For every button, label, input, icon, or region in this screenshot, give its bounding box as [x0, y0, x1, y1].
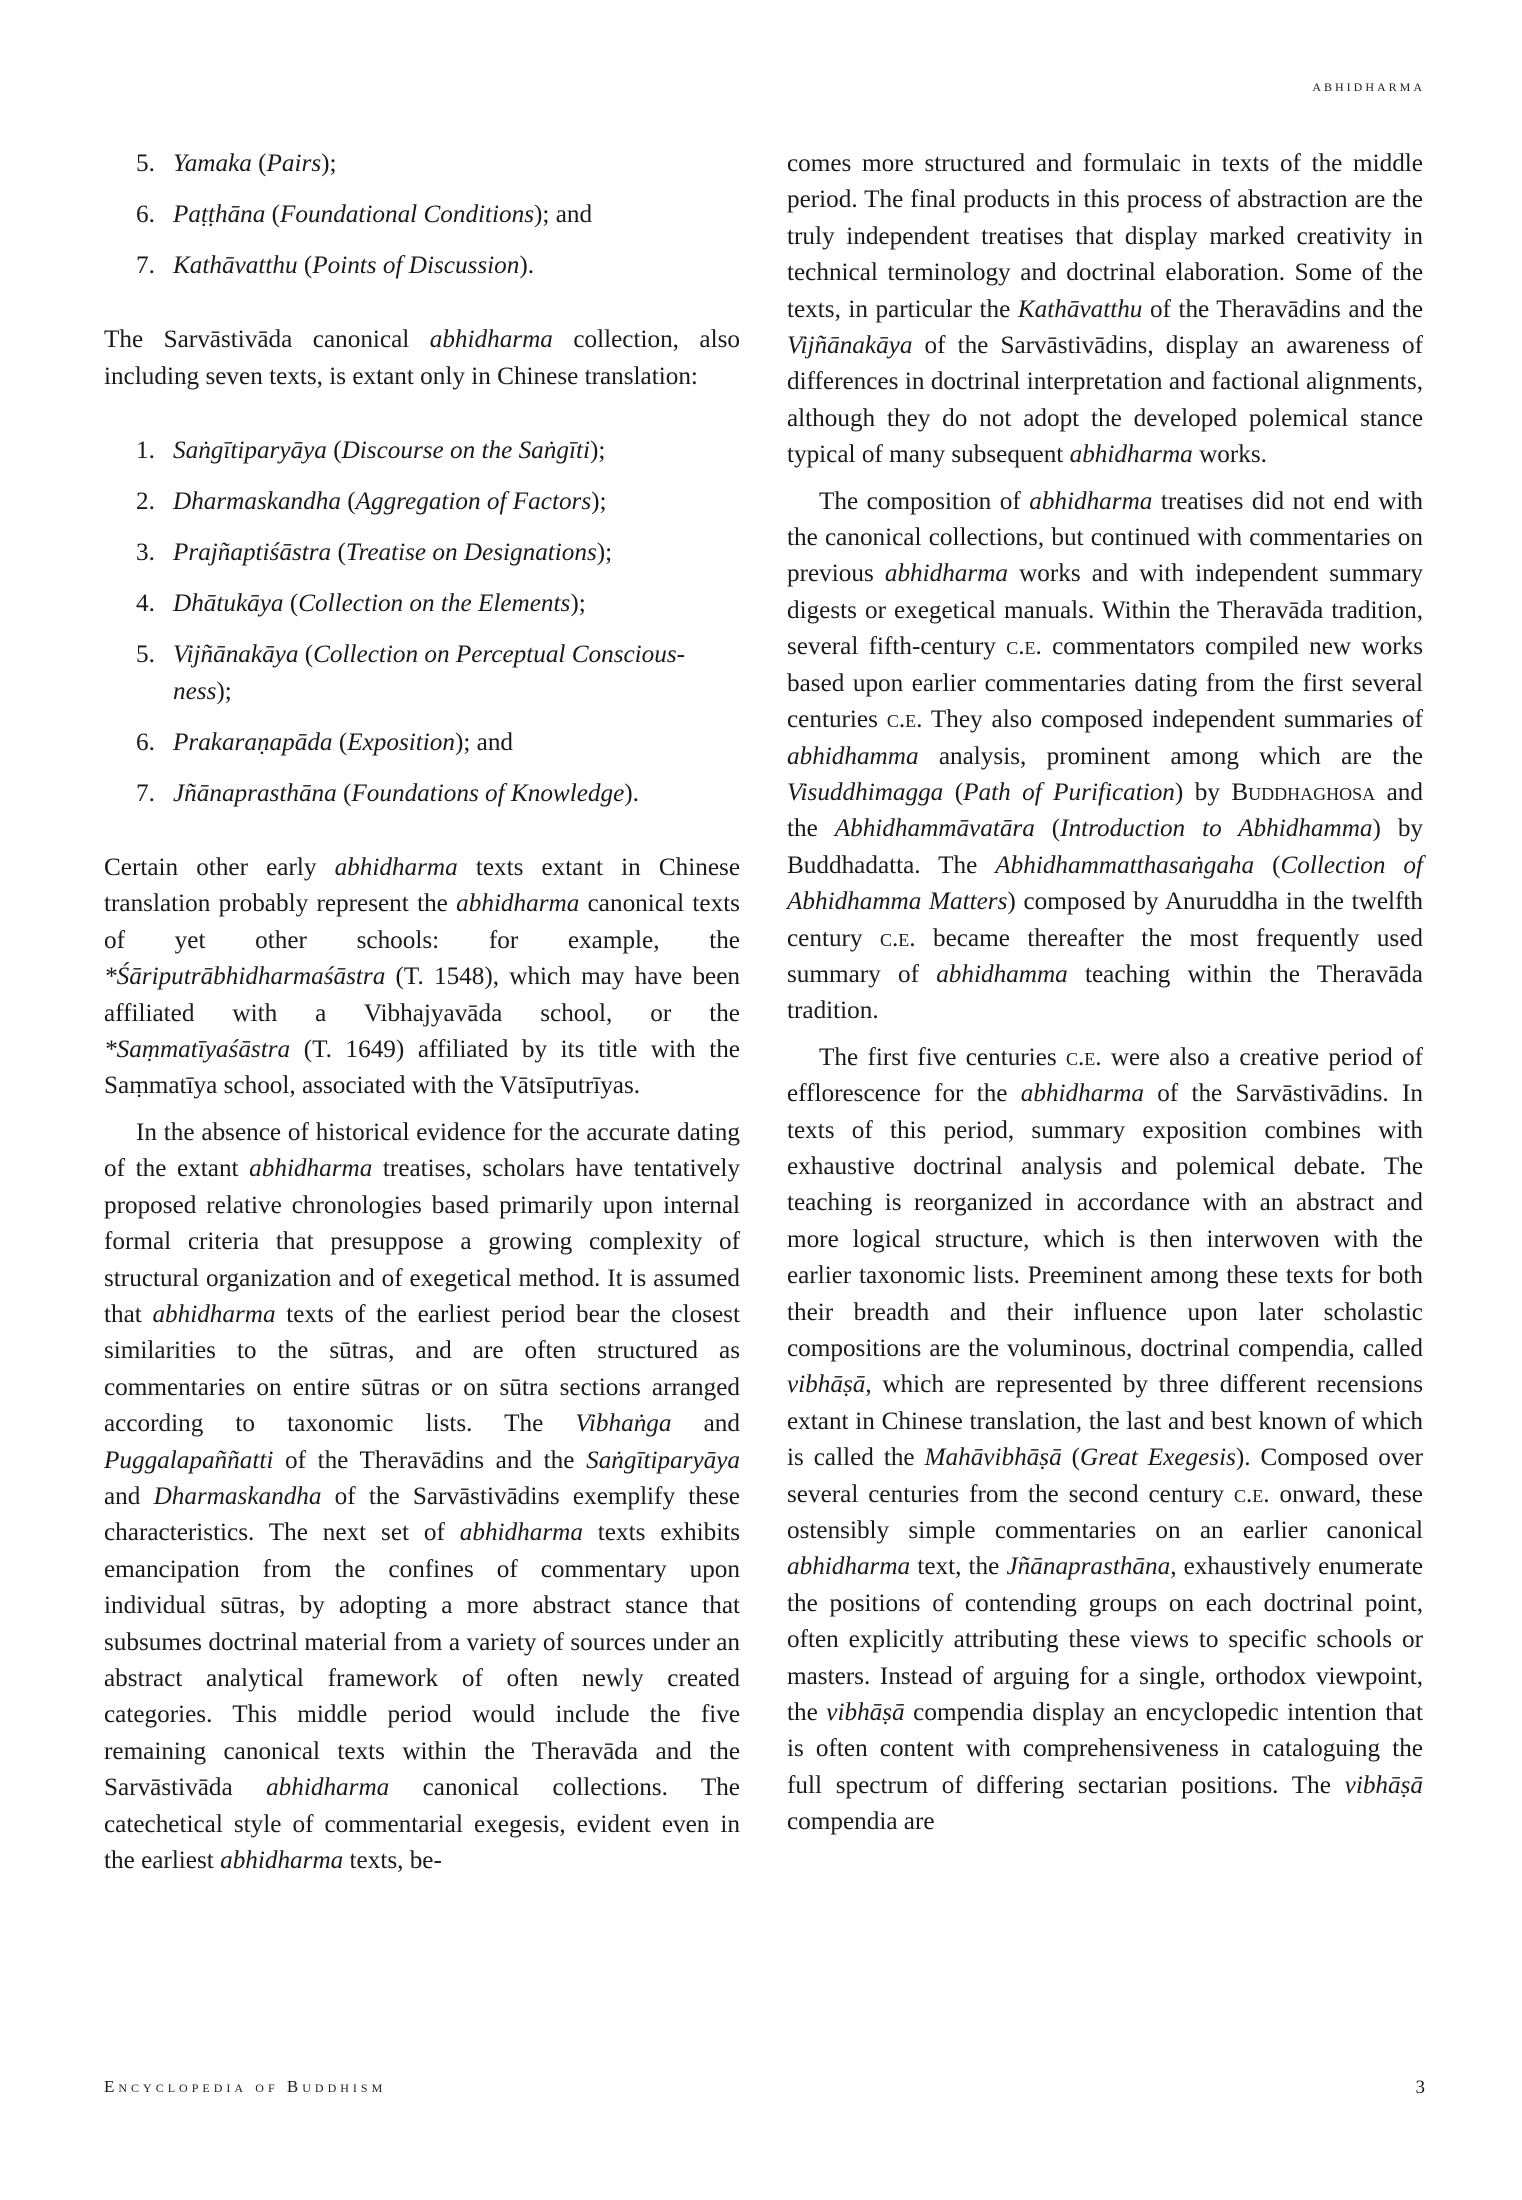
italic-term: abhidharma — [787, 1553, 911, 1581]
italic-term: abhidharma — [1069, 441, 1193, 469]
list-item-text — [173, 641, 685, 704]
italic-term: abhidharma — [459, 1519, 583, 1547]
text-run: The Sarvāstivāda canonical — [104, 326, 430, 354]
other-schools-paragraph — [104, 850, 740, 1105]
list-item-number: 6. — [136, 201, 155, 228]
list-item-number: 2. — [136, 488, 155, 516]
italic-term: Dharmaskandha — [153, 1482, 322, 1510]
italic-term: abhidhamma — [936, 960, 1068, 988]
text-run: and — [671, 1410, 740, 1438]
italic-term: Introduction to Abhidhamma — [1060, 815, 1373, 843]
italic-term: Saṅgītiparyāya — [173, 437, 327, 465]
footer-page-number: 3 — [1415, 2077, 1425, 2098]
text-run: The first five centuries — [819, 1043, 1066, 1071]
text-run: of the Sarvāstivādins, display an awareness of differences in doctrinal interpretation and factional alignments, although they do not adopt the developed polemical stance typical of many subsequent — [787, 332, 1423, 469]
italic-term: Kathāvatthu — [173, 252, 298, 279]
italic-term: abhidhamma — [787, 742, 919, 770]
list-item — [104, 484, 740, 520]
text-run: ); — [321, 150, 337, 177]
italic-term: Abhidhammāvatāra — [834, 815, 1035, 843]
text-run: ( — [283, 590, 299, 618]
text-run: ) by Buddhadatta. The — [787, 815, 1424, 879]
text-run: and the — [787, 778, 1423, 843]
list-item-number: 6. — [136, 728, 155, 756]
text-run: , exhaustively enumerate the positions of contending groups on each doctrinal point, often explicitly attributing these views to specific schools or masters. Instead of arguing for a single, orthodox viewpoint, the — [787, 1553, 1424, 1727]
small-caps-text: c.e. — [1233, 1480, 1270, 1508]
italic-term: Points of Discussion — [312, 252, 520, 279]
italic-term: Vijñānakāya — [173, 641, 299, 669]
italic-term: Jñānaprasthāna — [1006, 1553, 1171, 1581]
text-run: ( — [943, 778, 964, 806]
italic-term: Treatise on Designations — [345, 539, 597, 567]
list-item-text — [173, 780, 639, 807]
running-head-title: abhidharma — [1312, 76, 1425, 95]
list-item-text — [173, 729, 513, 756]
list-item — [104, 725, 740, 761]
text-run: texts extant in Chinese translation probably represent the — [104, 854, 740, 918]
italic-term: Prajñaptiśāstra — [173, 539, 332, 567]
small-caps-text: c.e. — [1065, 1043, 1102, 1071]
text-run: collection, also including seven texts, is extant only in Chinese translation: — [104, 326, 740, 390]
composition-paragraph — [787, 484, 1423, 1030]
italic-term: Yamaka — [173, 150, 252, 177]
small-caps-text: c.e. — [886, 706, 923, 734]
text-run: Certain other early — [104, 854, 335, 882]
chronology-paragraph — [104, 1115, 740, 1880]
text-run: canonical texts of yet other schools: for example, the — [104, 890, 740, 954]
list-item-text — [173, 150, 337, 177]
list-item — [104, 248, 740, 284]
text-run: onward, these ostensibly simple commentaries on an earlier canonical — [787, 1480, 1423, 1545]
italic-term: Vijñānakāya — [787, 332, 913, 360]
italic-term: Collection on Perceptual Conscious-ness — [173, 641, 686, 705]
text-run: works. — [1192, 441, 1267, 469]
text-run: ( — [251, 150, 267, 177]
italic-term: Visuddhimagga — [787, 778, 944, 806]
italic-term: Kathāvatthu — [1017, 295, 1143, 323]
list-item-text — [173, 437, 605, 464]
text-run: ( — [1061, 1444, 1081, 1472]
text-run: commentators compiled new works based upon earlier commentaries dating from the first several centuries — [787, 633, 1423, 734]
italic-term: Foundations of Knowledge — [351, 779, 625, 807]
list-item-text — [173, 539, 612, 566]
italic-term: Jñānaprasthāna — [173, 779, 337, 807]
italic-term: vibhāṣā — [1344, 1771, 1423, 1799]
list-item-number: 3. — [136, 539, 155, 567]
text-run: ( — [332, 728, 348, 756]
italic-term: Discourse on the Saṅgīti — [341, 437, 590, 465]
sarvastivada-text-list — [104, 433, 740, 812]
italic-term: Puggalapaññatti — [104, 1446, 274, 1474]
italic-term: Collection on the Elements — [298, 590, 571, 618]
list-item-number: 7. — [136, 252, 155, 279]
text-run: text, the — [910, 1553, 1007, 1581]
text-run: became thereafter the most frequently used summary of — [787, 924, 1423, 988]
left-column — [104, 146, 740, 1879]
italic-term: Vibhaṅga — [575, 1410, 672, 1438]
text-run: ). — [519, 252, 535, 279]
italic-term: Prakaraṇapāda — [173, 728, 333, 756]
text-run: (T. 1649) affiliated by its title with the Saṃmatīya school, associated with the Vātsīputrīyas. — [104, 1036, 740, 1100]
italic-term: Dhātukāya — [173, 590, 284, 618]
italic-term: Path of Purification — [963, 778, 1175, 806]
right-column — [787, 146, 1423, 1841]
list-item — [104, 146, 740, 182]
list-item — [104, 776, 740, 812]
list-item — [104, 433, 740, 469]
first-five-centuries-paragraph — [787, 1040, 1423, 1841]
footer-publication-title: Encyclopedia of Buddhism — [104, 2077, 387, 2096]
text-run: of the Theravādins and the — [273, 1446, 587, 1474]
text-run: treatises did not end with the canonical collections, but continued with commentaries on previous — [787, 487, 1423, 588]
text-run: ( — [331, 539, 346, 567]
list-item-text — [173, 252, 534, 279]
text-run: , which are represented by three different recensions extant in Chinese translation, the last and best known of which is called the — [787, 1371, 1423, 1472]
theravada-text-list — [104, 146, 740, 284]
italic-term: Mahāvibhāṣā — [924, 1444, 1062, 1472]
text-run: texts, be- — [343, 1847, 442, 1874]
list-item-number: 1. — [136, 437, 155, 465]
list-item-number: 4. — [136, 590, 155, 618]
italic-term: Saṅgītiparyāya — [586, 1446, 740, 1474]
italic-term: Foundational Conditions — [280, 201, 535, 228]
italic-term: abhidharma — [266, 1774, 390, 1802]
text-run: ( — [298, 641, 314, 669]
text-run: ); and — [454, 728, 514, 756]
italic-term: Abhidhammatthasaṅgaha — [995, 851, 1255, 879]
continuation-paragraph — [787, 146, 1423, 474]
list-item — [104, 535, 740, 571]
text-run: analysis, prominent among which are the — [918, 742, 1423, 770]
text-run: compendia display an encyclopedic intention that is often content with comprehensiveness in cataloguing the full spectrum of differing sectarian positions. The — [787, 1699, 1423, 1799]
list-item-number: 7. — [136, 779, 155, 807]
italic-term: abhidharma — [1020, 1080, 1144, 1108]
text-run: (T. 1548), which may have been affiliated with a Vibhajyavāda school, or the — [104, 963, 740, 1027]
list-item-text — [173, 590, 586, 617]
text-run: ( — [340, 488, 356, 516]
italic-term: vibhāṣā — [787, 1371, 866, 1399]
text-run: of the Theravādins and the — [1142, 295, 1423, 323]
italic-term: abhidharma — [1029, 487, 1153, 515]
italic-term: abhidharma — [884, 560, 1008, 588]
list-item-number: 5. — [136, 641, 155, 669]
italic-term: abhidharma — [220, 1847, 344, 1874]
list-item — [104, 197, 740, 233]
text-run: of the Sarvāstivādins. In texts of this period, summary exposition combines with exhaustive doctrinal analysis and polemical debate. The teaching is reorganized in accordance with an abstract and more logical structure, which is then interwoven with the earlier taxonomic lists. Preeminent among these texts for both their breadth and their influence upon later scholastic compositions are the voluminous, doctrinal compendia, called — [787, 1080, 1423, 1362]
text-run: ( — [265, 201, 281, 228]
list-item — [104, 637, 740, 710]
text-run: ( — [336, 779, 352, 807]
text-run: ). — [624, 779, 639, 807]
text-run: of the Sarvāstivādins exemplify these characteristics. The next set of — [104, 1482, 740, 1547]
text-run: works and with independent summary digests or exegetical manuals. Within the Theravāda tradition, several fifth-century — [787, 560, 1423, 661]
text-run: ) composed by Anuruddha in the twelfth century — [787, 888, 1423, 952]
text-run: ). Composed over several centuries from the second century — [787, 1444, 1424, 1508]
text-run: texts of the earliest period bear the closest similarities to the sūtras, and are often structured as commentaries on entire sūtras or on sūtra sections arranged according to taxonomic lists. The — [104, 1300, 740, 1438]
italic-term: Paṭṭhāna — [173, 201, 266, 228]
italic-term: abhidharma — [456, 890, 580, 918]
italic-term: abhidharma — [334, 854, 458, 882]
text-run: ( — [1254, 851, 1281, 879]
list-item-text — [173, 201, 592, 228]
list-item — [104, 586, 740, 622]
text-run: ( — [1034, 815, 1061, 843]
text-run: canonical collections. The catechetical style of commentarial exegesis, evident even in the earliest — [104, 1774, 740, 1874]
sarvastivada-intro-paragraph — [104, 322, 740, 395]
text-run: ( — [297, 252, 313, 279]
text-run: ); — [596, 539, 613, 567]
small-caps-text: c.e. — [879, 924, 916, 952]
text-run: ( — [326, 437, 342, 465]
italic-term: abhidharma — [249, 1155, 373, 1183]
text-run: and — [104, 1482, 154, 1510]
text-run: ) by — [1174, 778, 1232, 806]
small-caps-text: Buddhaghosa — [1231, 778, 1376, 806]
italic-term: abhidharma — [429, 326, 553, 354]
text-run: texts exhibits emancipation from the confines of commentary upon individual sūtras, by adopting a more abstract stance that subsumes doctrinal material from a variety of sources under an abstract analytical framework of often newly created categories. This middle period would include the five remaining canonical texts within the Theravāda and the Sarvāstivāda — [104, 1519, 741, 1802]
small-caps-text: c.e. — [1006, 633, 1042, 661]
list-item-text — [173, 488, 607, 515]
text-run: treatises, scholars have tentatively proposed relative chronologies based primarily upon internal formal criteria that presuppose a growing complexity of structural organization and of exegetical method. It is assumed that — [104, 1155, 740, 1328]
text-run: teaching within the Theravāda tradition. — [787, 960, 1423, 1025]
italic-term: Collection of Abhidhamma Matters — [787, 851, 1423, 916]
text-run: ); — [216, 677, 232, 705]
italic-term: *Saṃmatīyaśāstra — [104, 1036, 291, 1064]
italic-term: Pairs — [266, 150, 322, 177]
italic-term: Dharmaskandha — [173, 488, 341, 516]
italic-term: vibhāṣā — [826, 1699, 905, 1727]
text-run: were also a creative period of efflorescence for the — [787, 1043, 1423, 1108]
italic-term: abhidharma — [152, 1300, 276, 1328]
italic-term: Exposition — [347, 728, 455, 756]
text-run: compendia are — [787, 1808, 935, 1836]
text-run: The composition of — [819, 487, 1030, 515]
text-run: ); and — [534, 201, 593, 228]
text-run: In the absence of historical evidence for the accurate dating of the extant — [104, 1118, 740, 1183]
text-run: They also composed independent summaries of — [922, 706, 1423, 734]
italic-term: *Śāriputrābhidharmaśāstra — [104, 963, 386, 991]
text-run: ); — [589, 437, 606, 465]
text-run: ); — [591, 488, 607, 516]
italic-term: Great Exegesis — [1080, 1444, 1236, 1472]
text-run: ); — [570, 590, 586, 618]
text-run: comes more structured and formulaic in texts of the middle period. The final products in this process of abstraction are the truly independent treatises that display marked creativity in technical terminology and doctrinal elaboration. Some of the texts, in particular the — [787, 150, 1423, 323]
list-item-number: 5. — [136, 150, 155, 177]
italic-term: Aggregation of Factors — [355, 488, 592, 516]
